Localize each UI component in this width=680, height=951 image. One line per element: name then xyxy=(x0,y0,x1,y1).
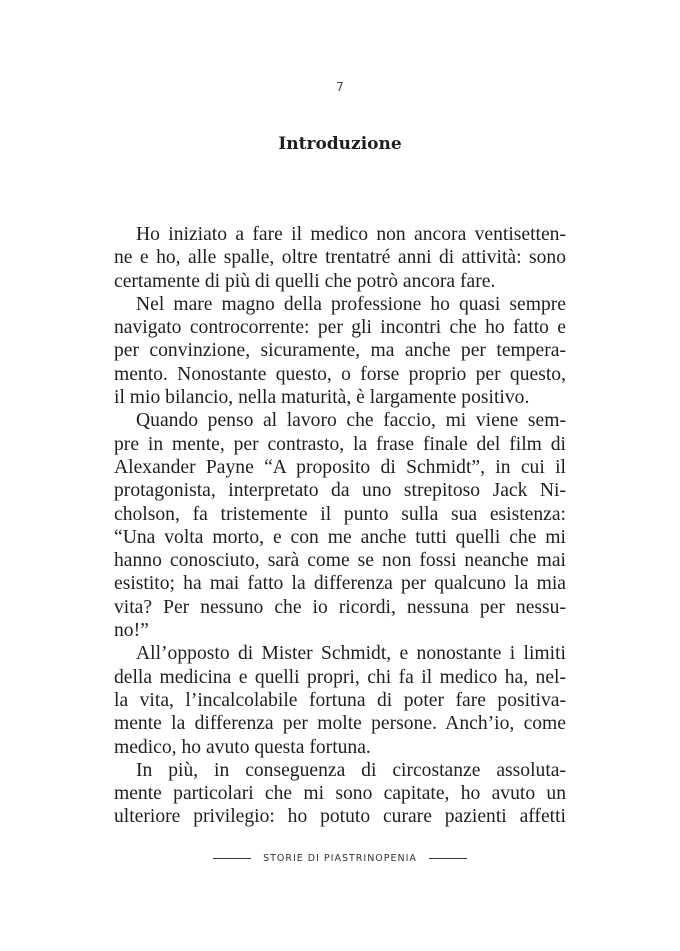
text-line: In più, in conseguenza di circostanze assoluta- xyxy=(136,759,566,781)
footer-label: STORIE DI PIASTRINOPENIA xyxy=(263,853,417,864)
page-number: 7 xyxy=(336,80,344,94)
text-line: per convinzione, sicuramente, ma anche per tempera- xyxy=(114,340,566,362)
text-line: pre in mente, per contrasto, la frase finale del film di xyxy=(114,433,566,455)
footer-rule-right xyxy=(429,858,467,859)
text-line: protagonista, interpretato da uno strepitoso Jack Ni- xyxy=(114,480,566,502)
text-line: della medicina e quelli propri, chi fa il medico ha, nel- xyxy=(114,666,566,688)
footer-rule-left xyxy=(213,858,251,859)
body-text xyxy=(114,223,566,829)
text-line: Ho iniziato a fare il medico non ancora ventisetten- xyxy=(136,224,566,245)
text-line: vita? Per nessuno che io ricordi, nessuna per nessu- xyxy=(114,596,566,618)
text-line: Quando penso al lavoro che faccio, mi viene sem- xyxy=(136,410,566,432)
text-line: ulteriore privilegio: ho potuto curare pazienti affetti xyxy=(114,806,566,828)
text-line: certamente di più di quelli che potrò ancora fare. xyxy=(114,270,496,292)
text-line: mente particolari che mi sono capitate, ho avuto un xyxy=(114,783,566,805)
text-line: ne e ho, alle spalle, oltre trentatré anni di attività: sono xyxy=(114,247,566,269)
text-line: cholson, fa tristemente il punto sulla sua esistenza: xyxy=(114,503,566,525)
text-line: navigato controcorrente: per gli incontri che ho fatto e xyxy=(114,317,566,339)
text-line: hanno conosciuto, sarà come se non fossi neanche mai xyxy=(114,550,566,572)
running-footer xyxy=(0,853,680,864)
text-line: la vita, l’incalcolabile fortuna di poter fare positiva- xyxy=(114,689,566,711)
chapter-title: Introduzione xyxy=(278,134,402,154)
text-line: mente la differenza per molte persone. Anch’io, come xyxy=(114,713,566,735)
text-line: medico, ho avuto questa fortuna. xyxy=(114,736,371,758)
text-line: “Una volta morto, e con me anche tutti quelli che mi xyxy=(114,526,566,548)
text-line: All’opposto di Mister Schmidt, e nonostante i limiti xyxy=(136,643,566,665)
text-line: il mio bilancio, nella maturità, è largamente positivo. xyxy=(114,387,530,409)
text-line: Nel mare magno della professione ho quasi sempre xyxy=(136,293,566,315)
text-line: mento. Nonostante questo, o forse proprio per questo, xyxy=(114,363,566,385)
text-line: esistito; ha mai fatto la differenza per qualcuno la mia xyxy=(114,573,566,595)
text-line: no!” xyxy=(114,620,149,642)
text-line: Alexander Payne “A proposito di Schmidt”, in cui il xyxy=(114,456,566,478)
